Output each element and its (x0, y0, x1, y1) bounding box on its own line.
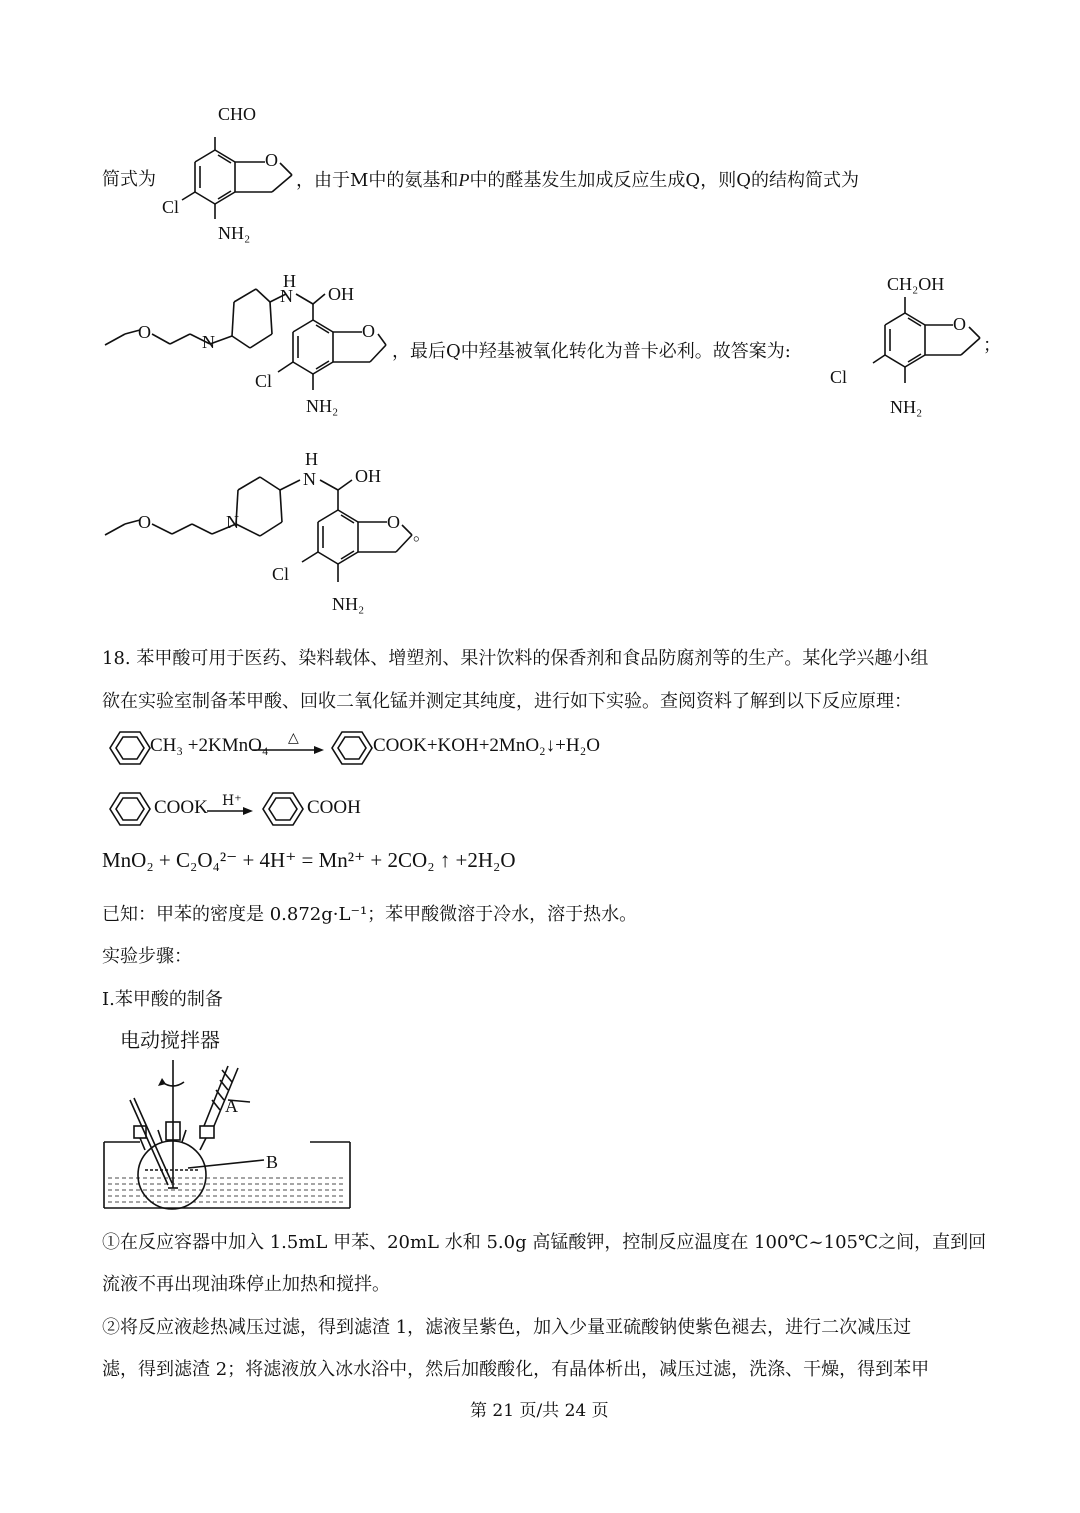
apparatus-diagram (100, 1060, 300, 1220)
intro-p-letter: P (458, 170, 470, 190)
benzene-ring-3 (100, 789, 160, 829)
eq2-cond: H⁺ (222, 793, 242, 809)
intro-suffix: 中的醛基发生加成反应生成Q，则Q的结构简式为 (469, 170, 859, 191)
mol-q2-end-dot: 。 (413, 524, 431, 544)
known-text: 已知：甲苯的密度是 0.872g·L⁻¹；苯甲酸微溶于冷水，溶于热水。 (102, 904, 638, 925)
mol-q2-nh2: NH₂ (332, 594, 365, 614)
mol-r-cl: Cl (830, 367, 848, 387)
eq1-left: CH₃ +2KMnO₄ (150, 735, 269, 756)
mol-q-ring-n: N (202, 332, 215, 352)
step1-line-a: ①在反应容器中加入 1.5mL 甲苯、20mL 水和 5.0g 高锰酸钾，控制反应温度在 100℃~105℃之间，直到回 (102, 1232, 987, 1253)
mol-q2-o: O (387, 512, 400, 532)
q18-line2: 欲在实验室制备苯甲酸、回收二氧化锰并测定其纯度，进行如下实验。查阅资料了解到以下反应原理： (102, 691, 912, 712)
mol-q2-ring-n: N (226, 512, 239, 532)
mol-q2-oh: OH (355, 466, 381, 486)
mol-r-o: O (953, 314, 966, 334)
mol-q2-h: H (305, 449, 318, 469)
mol-q-chain-o: O (138, 322, 151, 342)
page-footer: 第 21 页/共 24 页 (470, 1401, 609, 1421)
mid-text: ，最后Q中羟基被氧化转化为普卡必利。故答案为: (392, 341, 791, 362)
intro-mid: ，由于M中的氨基和 (296, 170, 459, 191)
mol-q2-n: N (303, 469, 316, 489)
eq2-left: COOK (154, 797, 208, 818)
eq3: MnO₂ + C₂O₄²⁻ + 4H⁺ = Mn²⁺ + 2CO₂ ↑ +2H₂O (102, 848, 516, 872)
mol-q2-chain-o: O (138, 512, 151, 532)
mol-q-h: H (283, 271, 296, 291)
step1-line-b: 流液不再出现油珠停止加热和搅拌。 (102, 1274, 390, 1295)
mol-p-nh2: NH₂ (218, 223, 251, 243)
eq2-right: COOH (307, 797, 361, 818)
mol-r-end: ； (983, 335, 1001, 355)
molecule-r-structure (825, 265, 1015, 425)
eq1-right: COOK+KOH+2MnO₂↓+H₂O (373, 735, 600, 756)
part1-heading: I.苯甲酸的制备 (102, 989, 223, 1010)
mol-q-cl: Cl (255, 371, 273, 391)
mol-r-nh2: NH₂ (890, 397, 923, 417)
intro-prefix: 简式为 (102, 169, 156, 190)
mol-p-cl: Cl (162, 197, 180, 217)
mol-q-n: N (280, 286, 293, 306)
mol-q2-cl: Cl (272, 564, 290, 584)
step2-line-a: ②将反应液趁热减压过滤，得到滤渣 1，滤液呈紫色，加入少量亚硫酸钠使紫色褪去，进行二次减压过 (102, 1317, 912, 1338)
step2-line-b: 滤，得到滤渣 2；将滤液放入冰水浴中，然后加酸酸化，有晶体析出，减压过滤，洗涤、干燥，得到苯甲 (102, 1359, 930, 1380)
molecule-q2-structure (100, 440, 430, 625)
molecule-q-structure (100, 262, 400, 432)
apparatus-label-b: B (266, 1152, 279, 1172)
apparatus-label-a: A (225, 1096, 238, 1116)
mol-p-cho: CHO (218, 104, 257, 124)
mol-r-ch2oh: CH₂OH (887, 274, 945, 294)
mol-q-nh2: NH₂ (306, 396, 339, 416)
mol-q-oh: OH (328, 284, 354, 304)
intro-text (296, 168, 859, 193)
benzene-ring-4 (253, 789, 313, 829)
mol-q-o: O (362, 321, 375, 341)
mol-p-o: O (265, 150, 278, 170)
apparatus-title: 电动搅拌器 (120, 1028, 220, 1052)
eq1-cond: △ (288, 730, 299, 746)
steps-heading: 实验步骤： (102, 946, 192, 967)
q18-line1: 18. 苯甲酸可用于医药、染料载体、增塑剂、果汁饮料的保香剂和食品防腐剂等的生产。某化学兴趣小组 (102, 648, 929, 669)
molecule-p-structure (150, 95, 320, 255)
